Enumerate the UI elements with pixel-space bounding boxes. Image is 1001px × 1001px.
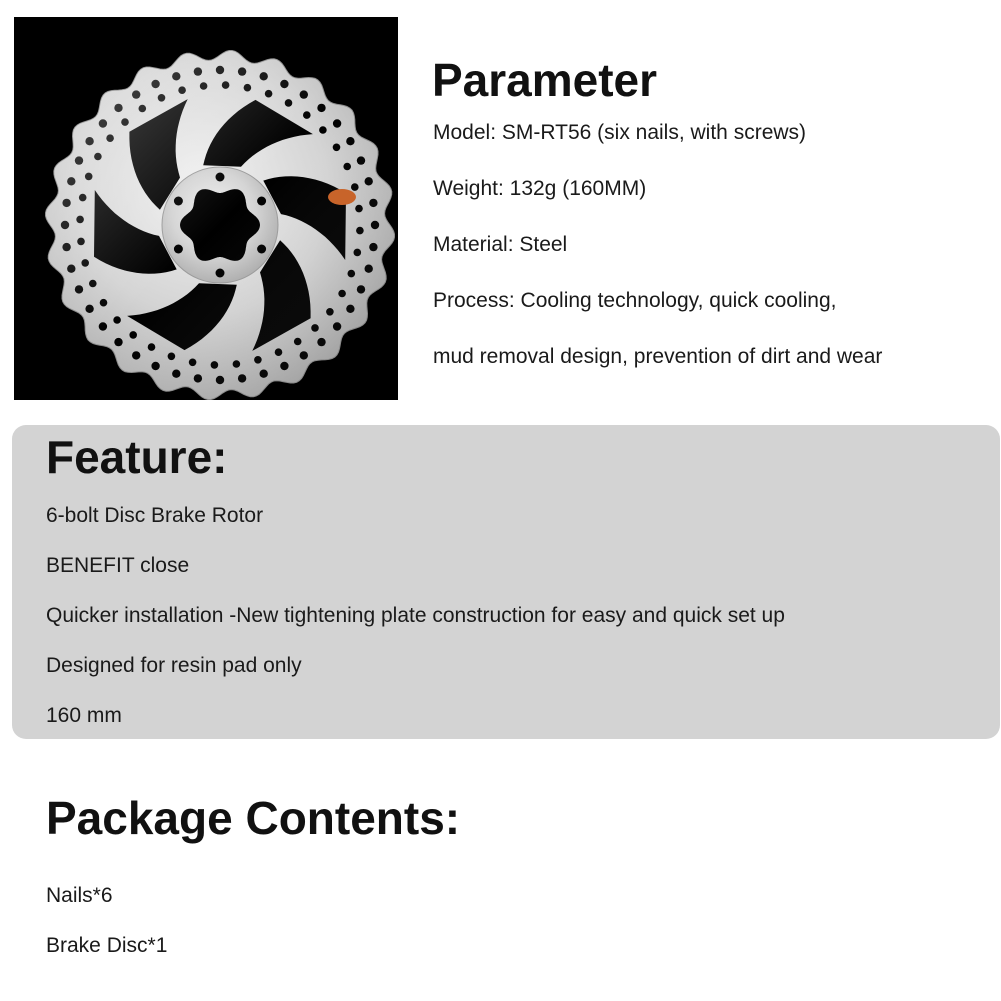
feature-title: Feature: bbox=[46, 431, 228, 483]
parameter-model: Model: SM-RT56 (six nails, with screws) bbox=[433, 121, 807, 144]
parameter-title: Parameter bbox=[432, 54, 658, 106]
feature-item: 160 mm bbox=[46, 704, 122, 727]
parameter-process-continued: mud removal design, prevention of dirt and wear bbox=[433, 345, 883, 368]
feature-item: Quicker installation -New tightening plate construction for easy and quick set up bbox=[46, 604, 785, 627]
brake-disc-rotor-icon bbox=[14, 17, 398, 400]
feature-item: BENEFIT close bbox=[46, 554, 190, 577]
feature-item: Designed for resin pad only bbox=[46, 654, 302, 677]
feature-item: 6-bolt Disc Brake Rotor bbox=[46, 504, 264, 527]
package-item: Nails*6 bbox=[46, 884, 113, 907]
parameter-material: Material: Steel bbox=[433, 233, 568, 256]
package-contents-title: Package Contents: bbox=[46, 792, 461, 844]
package-item: Brake Disc*1 bbox=[46, 934, 168, 957]
parameter-weight: Weight: 132g (160MM) bbox=[433, 177, 647, 200]
parameter-process: Process: Cooling technology, quick cooling, bbox=[433, 289, 837, 312]
product-photo bbox=[14, 17, 398, 400]
